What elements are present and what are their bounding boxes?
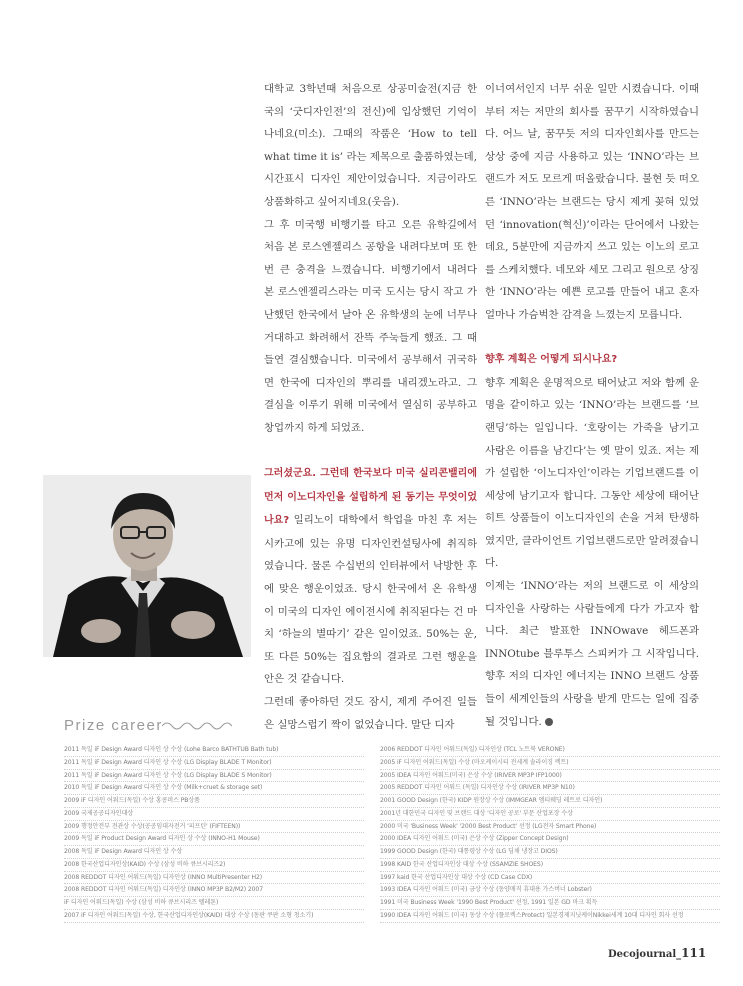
prize-item: 2005 IDEA 디자인 어워드(미국) 은상 수상 (IRIVER MP3P IFP1000)	[380, 770, 720, 783]
prize-item: 1993 IDEA 디자인 어워드 (미국) 금상 수상 (동양매직 휴대용 가스버너 Lobster)	[380, 884, 720, 897]
article-column-1	[264, 78, 477, 736]
wave-decoration-icon	[162, 719, 232, 733]
prize-item: 2009 독일 iF Product Design Award 디자인 상 수상 (INNO-H1 Mouse)	[64, 833, 364, 846]
prize-item: 2010 독일 iF Design Award 디자인 상 수상 (Milk+cruet & storage set)	[64, 782, 364, 795]
prize-item: 2011 독일 iF Design Award 디자인 상 수상 (LG Display BLADE S Monitor)	[64, 770, 364, 783]
prize-item: 2000 미국 'Business Week' '2000 Best Product' 선정 (LG전자 Smart Phone)	[380, 821, 720, 834]
prize-item: 2011 독일 iF Design Award 디자인 상 수상 (LG Display BLADE T Monitor)	[64, 757, 364, 770]
interview-question: 향후 계획은 어떻게 되시나요?	[485, 354, 618, 366]
prize-item: 2001 GOOD Design (한국) KIDP 원장상 수상 (IMMGEAR 엠티웨딩 레트로 디자인)	[380, 795, 720, 808]
prize-item: iF 디자인 어워드(독일) 수상 (삼성 비하 큐브시리즈 텔레톤)	[64, 897, 364, 910]
prize-item: 2007 iF 디자인 어워드(독일) 수상, 한국산업디자인상(KAID) 대상 수상 (동판 쿠판 소형 청소기)	[64, 910, 364, 923]
prize-item: 1990 IDEA 디자인 어워드 (미국) 동상 수상 (플로렉스Protect) 일본경제지닛케이Nikkei세계 10대 디자인 회사 선정	[380, 910, 720, 923]
prize-item: 2008 한국산업디자인상(KAID) 수상 (삼성 비하 큐브시리즈2)	[64, 859, 364, 872]
prize-item: 2000 IDEA 디자인 어워드 (미국) 은상 수상 (Zipper Concept Design)	[380, 833, 720, 846]
prize-list-right	[380, 744, 720, 923]
prize-item: 1999 GOOD Design (한국) 대통령상 수상 (LG 딤채 냉장고 DIOS)	[380, 846, 720, 859]
paragraph: 그 후 미국행 비행기를 타고 오른 유학길에서 처음 본 로스엔젤리스 공항을 내려다보며 또 한 번 큰 충격을 느꼈습니다. 비행기에서 내려다 본 로스엔젤리스라는 미국 도시는 당시 작고 가난했던 한국에서 날아 온 유학생의 눈에 너무나 거대하고 화려해서 잔뜩 주눅들게 했죠. 그 때 들연 결심했습니다. 미국에서 공부해서 귀국하면 한국에 디자인의 뿌리를 내리겠노라고. 그 결심을 이루기 위해 미국에서 열심히 공부하고 창업까지 하게 되었죠.	[264, 218, 477, 434]
article-column-2	[485, 78, 699, 733]
page-footer: Decojournal_111	[608, 946, 707, 960]
prize-item: 1991 미국 Business Week '1990 Best Product' 선정, 1991 일본 GD 마크 획득	[380, 897, 720, 910]
prize-item: 2005 REDDOT 디자인 어워드 (독일) 디자인상 수상 (IRIVER MP3P N10)	[380, 782, 720, 795]
page-number: 111	[681, 946, 707, 960]
prize-item: 2008 REDDOT 디자인 어워드(독일) 디자인상 (INNO MultiPresenter H2)	[64, 872, 364, 885]
prize-list-left	[64, 744, 364, 923]
prize-item: 2006 REDDOT 디자인 어워드(독일) 디자인상 (TCL 노트북 VERONE)	[380, 744, 720, 757]
interview-question-answer	[264, 462, 477, 691]
paragraph: 향후 계획은 운명적으로 태어났고 저와 함께 운명을 같이하고 있는 ‘INNO’라는 브랜드를 ‘브랜딩’하는 일입니다. ‘호랑이는 가죽을 남기고 사람은 이름을 남긴다’는 옛 말이 있죠. 저는 제가 설립한 ‘이노디자인’이라는 기업브랜드를 이 세상에 남기고자 합니다. 그동안 세상에 태어난 히트 상품들이 이노디자인의 손을 거쳐 탄생하였지만, 클라이언트 기업브랜드로만 알려졌습니다.	[485, 376, 699, 570]
prize-item: 2005 iF 디자인 어워드(독일) 수상 (마오케이시티 전세계 솔라이징 렉트)	[380, 757, 720, 770]
paragraph: 그런데 좋아하던 것도 잠시, 제게 주어진 일들은 실망스럽기 짝이 없었습니다. 말단 디자	[264, 696, 477, 731]
paragraph-text: 이제는 ‘INNO’라는 저의 브랜드로 이 세상의 디자인을 사랑하는 사람들에게 다가 가고자 합니다. 최근 발표한 INNOwave 헤드폰과 INNOtube 블루투스 스피커가 그 시작입니다. 향후 저의 디자인 에너지는 INNO 브랜드 상품들이 세계인들의 사랑을 받게 만드는 일에 집중 될 것입니다.	[485, 580, 699, 728]
portrait-photo	[43, 475, 251, 657]
prize-item: 1998 KAID 한국 산업디자인상 대상 수상 (SSAMZIE SHOES)	[380, 859, 720, 872]
section-title: Prize career	[64, 717, 163, 734]
interview-question: 그러셨군요. 그런데 한국보다 미국 실리콘밸리에 먼저 이노디자인을 설립하게 된 동기는 무엇이었나요?	[264, 468, 477, 527]
magazine-name: Decojournal	[608, 949, 677, 960]
paragraph	[485, 575, 699, 733]
prize-item: 2009 행정안전부 전관상 수상(공공임대자전거 '피프틴' (FIFTEEN))	[64, 821, 364, 834]
prize-item: 2009 iF 디자인 어워드(독일) 수상 홍콩퍼스 PB상품	[64, 795, 364, 808]
paragraph: 이너여서인지 너무 쉬운 일만 시켰습니다. 이때부터 저는 저만의 회사를 꿈꾸기 시작하였습니다. 어느 날, 꿈꾸듯 저의 디자인회사를 만드는 상상 중에 지금 사용하고 있는 ‘INNO’라는 브랜드가 저도 모르게 떠올랐습니다. 불현 듯 떠오른 ‘INNO’라는 브랜드는 당시 제게 꽂혀 있었던 ‘innovation(혁신)’이라는 단어에서 나왔는데요, 5분만에 지금까지 쓰고 있는 이노의 로고를 스케치했다. 네모와 세모 그리고 원으로 상징한 ‘INNO’라는 예쁜 로고를 만들어 내고 혼자 얼마나 가슴벅찬 감격을 느꼈는지 모릅니다.	[485, 83, 699, 321]
prize-item: 2001년 대한민국 디자인 및 브랜드 대상 '디자인 공로' 부문 산업포장 수상	[380, 808, 720, 821]
prize-item: 1997 kaid 한국 산업디자인상 대상 수상 (CD Case CDX)	[380, 872, 720, 885]
prize-career-header	[64, 717, 704, 737]
prize-item: 2009 국제공공디자인대상	[64, 808, 364, 821]
portrait-photo-icon	[43, 475, 251, 657]
prize-item: 2008 REDDOT 디자인 어워드(독일) 디자인상 (INNO MP3P B2/M2) 2007	[64, 884, 364, 897]
prize-item: 2011 독일 iF Design Award 디자인 상 수상 (Lohe Barco BATHTUB Bath tub)	[64, 744, 364, 757]
paragraph: 대학교 3학년때 처음으로 상공미술전(지금 한국의 ‘굿디자인전’의 전신)에 입상했던 기억이 나네요(미소). 그때의 작품은 ‘How to tell what time it is’ 라는 제목으로 출품하였는데, 시간표시 디자인 제안이었습니다. 지금이라도 상품화하고 싶어지네요(웃음).	[264, 83, 477, 208]
interview-answer: 일리노이 대학에서 학업을 마친 후 저는 시카고에 있는 유명 디자인컨설팅사에 취직하였습니다. 물론 수십번의 인터뷰에서 낙방한 후에 맞은 행운이었죠. 당시 한국에서 온 유학생이 미국의 디자인 에이전시에 취직된다는 건 마치 ‘하늘의 별따기’ 같은 일이었죠. 50%는 운, 또 다른 50%는 집요함의 결과로 그런 행운을 안은 것 같습니다.	[264, 514, 477, 686]
prize-item: 2008 독일 iF Design Award 디자인 상 수상	[64, 846, 364, 859]
